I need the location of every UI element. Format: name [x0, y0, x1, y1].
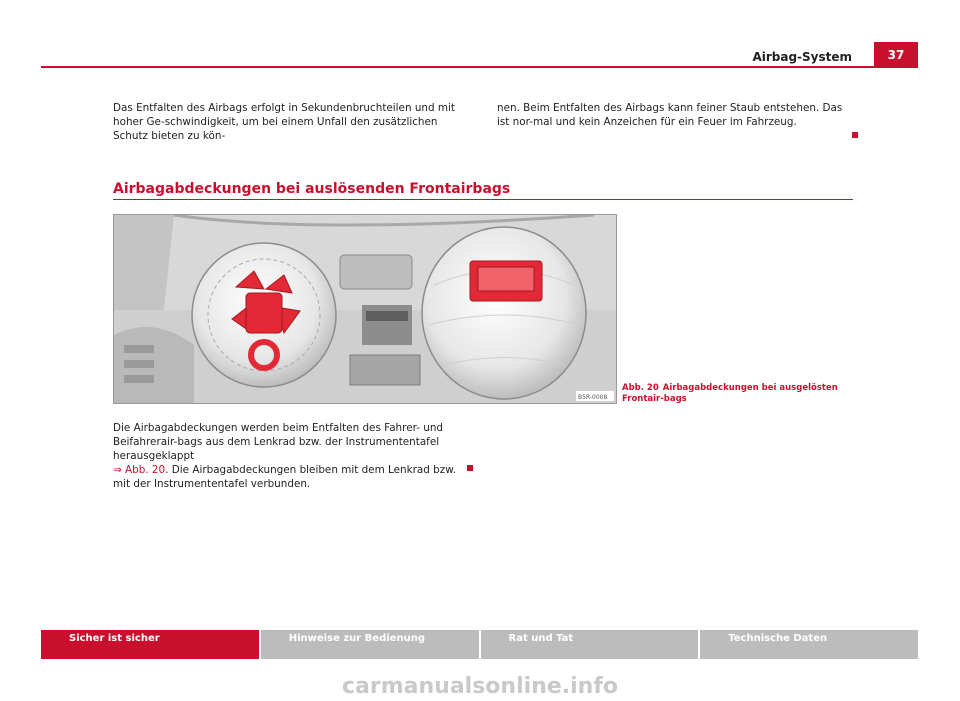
figure-reference-link[interactable]: ⇒ Abb. 20	[113, 464, 166, 476]
footer-tab-technische-daten[interactable]: Technische Daten	[698, 630, 918, 659]
figure-code: B5R-0008	[578, 394, 608, 401]
airbag-illustration	[113, 214, 617, 404]
section-divider	[113, 199, 853, 200]
page-number: 37	[874, 42, 918, 68]
watermark: carmanualsonline.info	[342, 674, 618, 699]
end-of-section-mark	[467, 465, 473, 471]
dashboard-airbag-drawing	[114, 215, 616, 403]
figure-caption	[622, 383, 862, 405]
figure-caption-text: Airbagabdeckungen bei ausgelösten Frontair-bags	[622, 383, 838, 404]
body-text-after-link: . Die Airbagabdeckungen bleiben mit dem Lenkrad bzw. mit der Instrumententafel verbunden.	[113, 464, 457, 490]
footer-tab-sicher-ist-sicher[interactable]: Sicher ist sicher	[41, 630, 259, 659]
end-of-section-mark	[852, 132, 858, 138]
body-text-before-link: Die Airbagabdeckungen werden beim Entfalten des Fahrer- und Beifahrerair-bags aus dem Lenkrad bzw. der Instrumententafel herausgeklappt	[113, 422, 444, 462]
intro-paragraph-right: nen. Beim Entfalten des Airbags kann feiner Staub entstehen. Das ist nor-mal und kein Anzeichen für ein Feuer im Fahrzeug.	[497, 102, 843, 128]
intro-paragraph-left: Das Entfalten des Airbags erfolgt in Sekundenbruchteilen und mit hoher Ge-schwindigkeit, um bei einem Unfall den zusätzlichen Schutz bieten zu kön-	[113, 102, 455, 142]
footer-tab-hinweise-zur-bedienung[interactable]: Hinweise zur Bedienung	[259, 630, 479, 659]
page-title: Airbag-System	[752, 50, 852, 64]
section-title: Airbagabdeckungen bei auslösenden Frontairbags	[113, 181, 511, 197]
footer-nav	[41, 630, 918, 659]
section-body-paragraph	[113, 421, 473, 491]
figure-caption-number: Abb. 20	[622, 383, 659, 393]
footer-tab-rat-und-tat[interactable]: Rat und Tat	[479, 630, 699, 659]
header-line	[41, 66, 918, 68]
